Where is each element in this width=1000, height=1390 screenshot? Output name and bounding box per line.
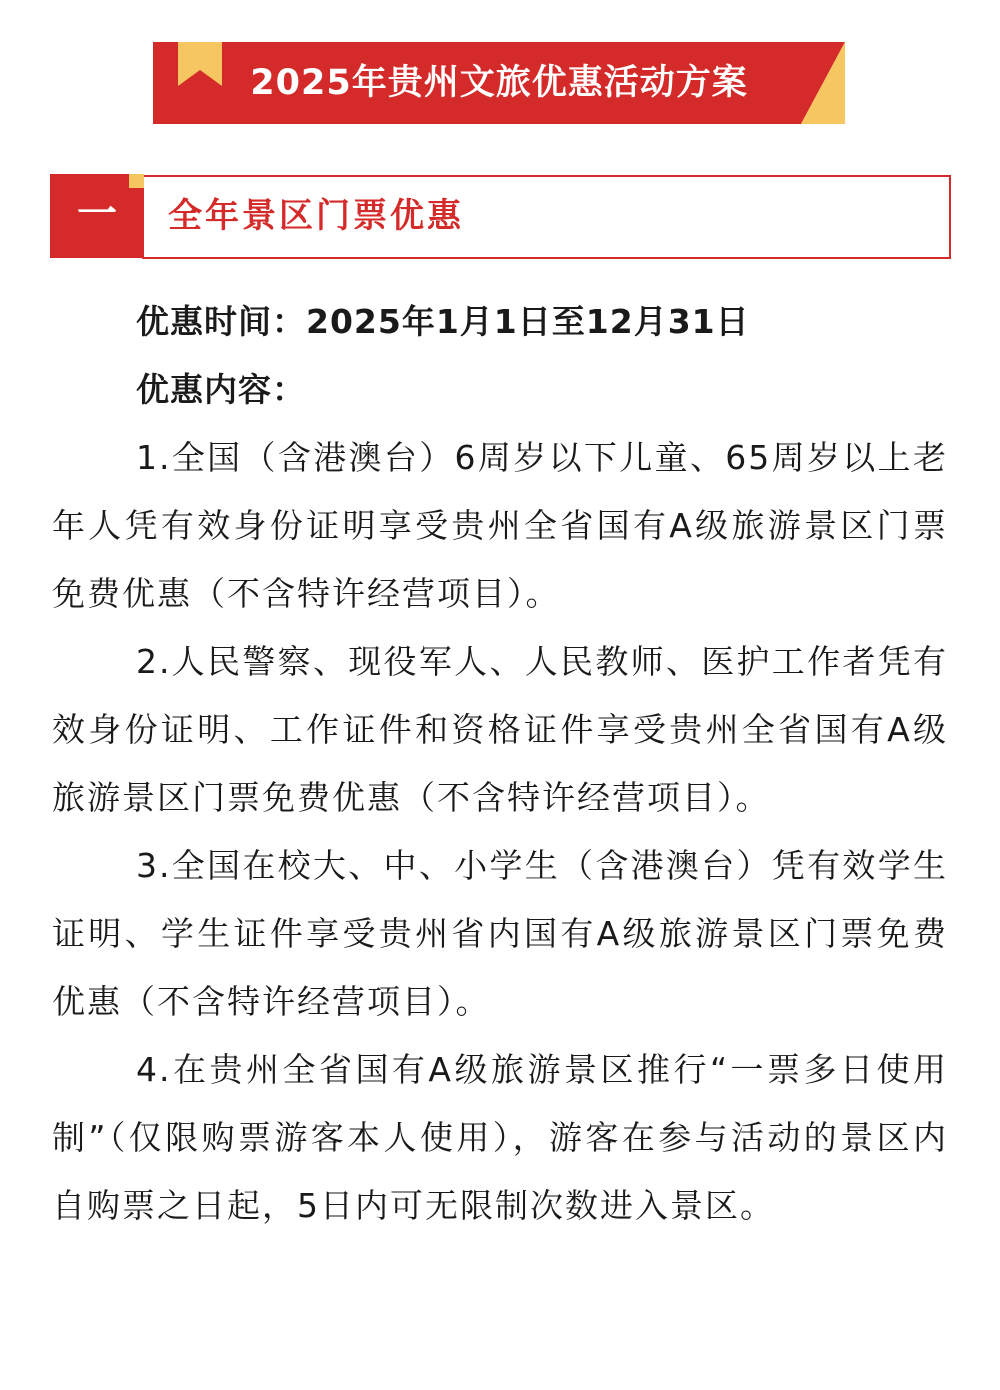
page-title: 2025年贵州文旅优惠活动方案 (250, 63, 748, 103)
list-item: 4.在贵州全省国有A级旅游景区推行“一票多日使用制”（仅限购票游客本人使用），游客在参与活动的景区内自购票之日起，5日内可无限制次数进入景区。 (52, 1050, 948, 1225)
title-banner (153, 42, 845, 124)
discount-time: 优惠时间：2025年1月1日至12月31日 (136, 302, 750, 341)
document-body (52, 288, 948, 1240)
list-item: 3.全国在校大、中、小学生（含港澳台）凭有效学生证明、学生证件享受贵州省内国有A级旅游景区门票免费优惠（不含特许经营项目）。 (52, 846, 948, 1021)
section-number: 一 (77, 191, 117, 237)
discount-content-label: 优惠内容： (136, 370, 306, 409)
list-item: 1.全国（含港澳台）6周岁以下儿童、65周岁以上老年人凭有效身份证明享受贵州全省国有A级旅游景区门票免费优惠（不含特许经营项目）。 (52, 438, 948, 613)
section-header (50, 174, 950, 258)
list-item: 2.人民警察、现役军人、人民教师、医护工作者凭有效身份证明、工作证件和资格证件享受贵州全省国有A级旅游景区门票免费优惠（不含特许经营项目）。 (52, 642, 948, 817)
section-title: 全年景区门票优惠 (168, 196, 464, 236)
